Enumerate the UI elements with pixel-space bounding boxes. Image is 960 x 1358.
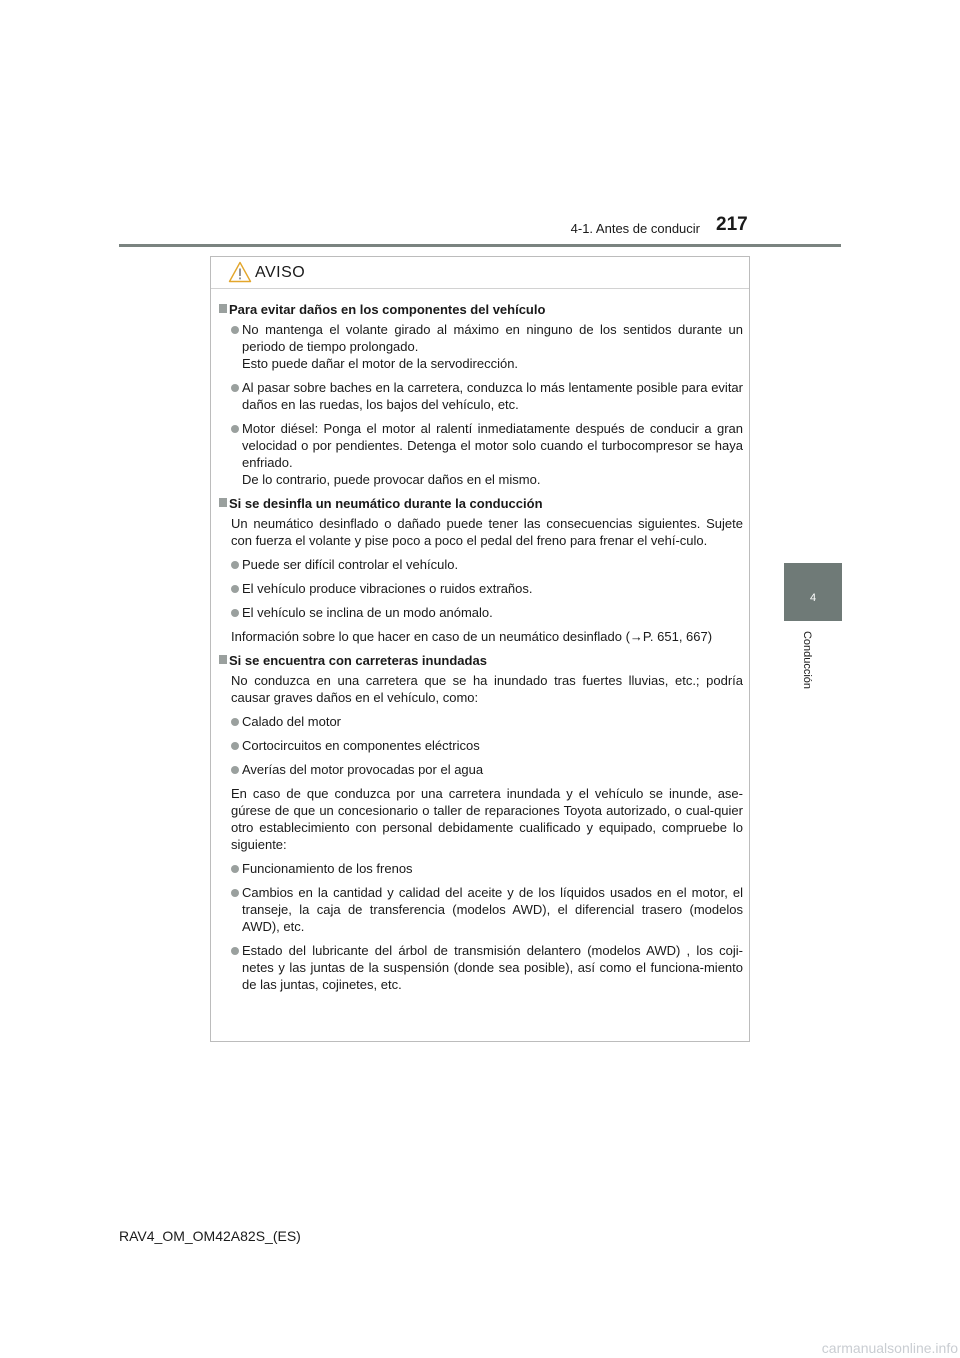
warning-box [210,256,750,1042]
text-line: Cortocircuitos en componentes eléctricos [242,738,480,753]
text-line: El vehículo produce vibraciones o ruidos extraños. [242,581,533,596]
section-heading: Si se encuentra con carreteras inundadas [219,652,743,669]
text-line: Al pasar sobre baches en la carretera, conduzca lo más lentamente posible para evitar daños en las ruedas, los bajos del vehículo, etc. [242,380,743,412]
warning-header [211,257,749,289]
text-line: Averías del motor provocadas por el agua [242,762,484,777]
bullet-item [219,860,743,877]
text-line: Estado del lubricante del árbol de transmisión delantero (modelos AWD) , los coji-netes y las juntas de la suspensión (donde sea posible), así como el funciona-miento de las juntas, cojinetes, etc. [242,943,743,992]
text-line: El vehículo se inclina de un modo anómalo. [242,605,493,620]
document-code: RAV4_OM_OM42A82S_(ES) [119,1228,301,1244]
text-line: Esto puede dañar el motor de la servodirección. [242,356,519,371]
text-line: No conduzca en una carretera que se ha inundado tras fuertes lluvias, etc.; podría causar graves daños en el vehículo, como: [231,673,743,705]
chapter-number: 4 [809,592,817,604]
bullet-item [219,556,743,573]
chapter-tab[interactable] [784,563,842,621]
bullet-item [219,761,743,778]
bullet-item [219,713,743,730]
bullet-item [219,420,743,488]
bullet-item [219,580,743,597]
text-line: En caso de que conduzca por una carretera inundada y el vehículo se inunde, ase-gúrese de que un concesionario o taller de reparaciones Toyota autorizado, o cual-quier otro establecimiento con personal debidamente cualificado y equipado, compruebe lo siguiente: [231,786,743,852]
text-line: Un neumático desinflado o dañado puede tener las consecuencias siguientes. Sujete con fuerza el volante y pise poco a poco el pedal del freno para frenar el vehí-culo. [231,516,743,548]
header-rule [119,244,841,247]
warning-triangle-icon [228,261,252,283]
section-heading: Para evitar daños en los componentes del vehículo [219,301,743,318]
warning-title: AVISO [255,264,306,281]
text-line: De lo contrario, puede provocar daños en el mismo. [242,472,541,487]
text-line: Información sobre lo que hacer en caso de un neumático desinflado (→P. 651, 667) [231,629,713,644]
bullet-item [219,321,743,372]
chapter-label: Conducción [801,630,813,690]
paragraph [219,628,743,645]
bullet-item [219,379,743,413]
bullet-item [219,942,743,993]
text-line: Calado del motor [242,714,341,729]
running-header-section: 4-1. Antes de conducir [570,221,700,236]
bullet-item [219,884,743,935]
paragraph [219,785,743,853]
watermark[interactable]: carmanualsonline.info [821,1340,958,1356]
bullet-item [219,604,743,621]
warning-content [219,301,743,1000]
section-heading: Si se desinfla un neumático durante la conducción [219,495,743,512]
text-line: Motor diésel: Ponga el motor al ralentí inmediatamente después de conducir a gran velocidad o por pendientes. Detenga el motor solo cuando el turbocompresor se haya enfriado. [242,421,743,470]
paragraph [219,672,743,706]
paragraph [219,515,743,549]
bullet-item [219,737,743,754]
text-line: Funcionamiento de los frenos [242,861,413,876]
text-line: Puede ser difícil controlar el vehículo. [242,557,459,572]
page-number: 217 [716,214,748,235]
text-line: No mantenga el volante girado al máximo en ninguno de los sentidos durante un periodo de tiempo prolongado. [242,322,743,354]
text-line: Cambios en la cantidad y calidad del aceite y de los líquidos usados en el motor, el transeje, la caja de transferencia (modelos AWD), el diferencial trasero (modelos AWD), etc. [242,885,743,934]
